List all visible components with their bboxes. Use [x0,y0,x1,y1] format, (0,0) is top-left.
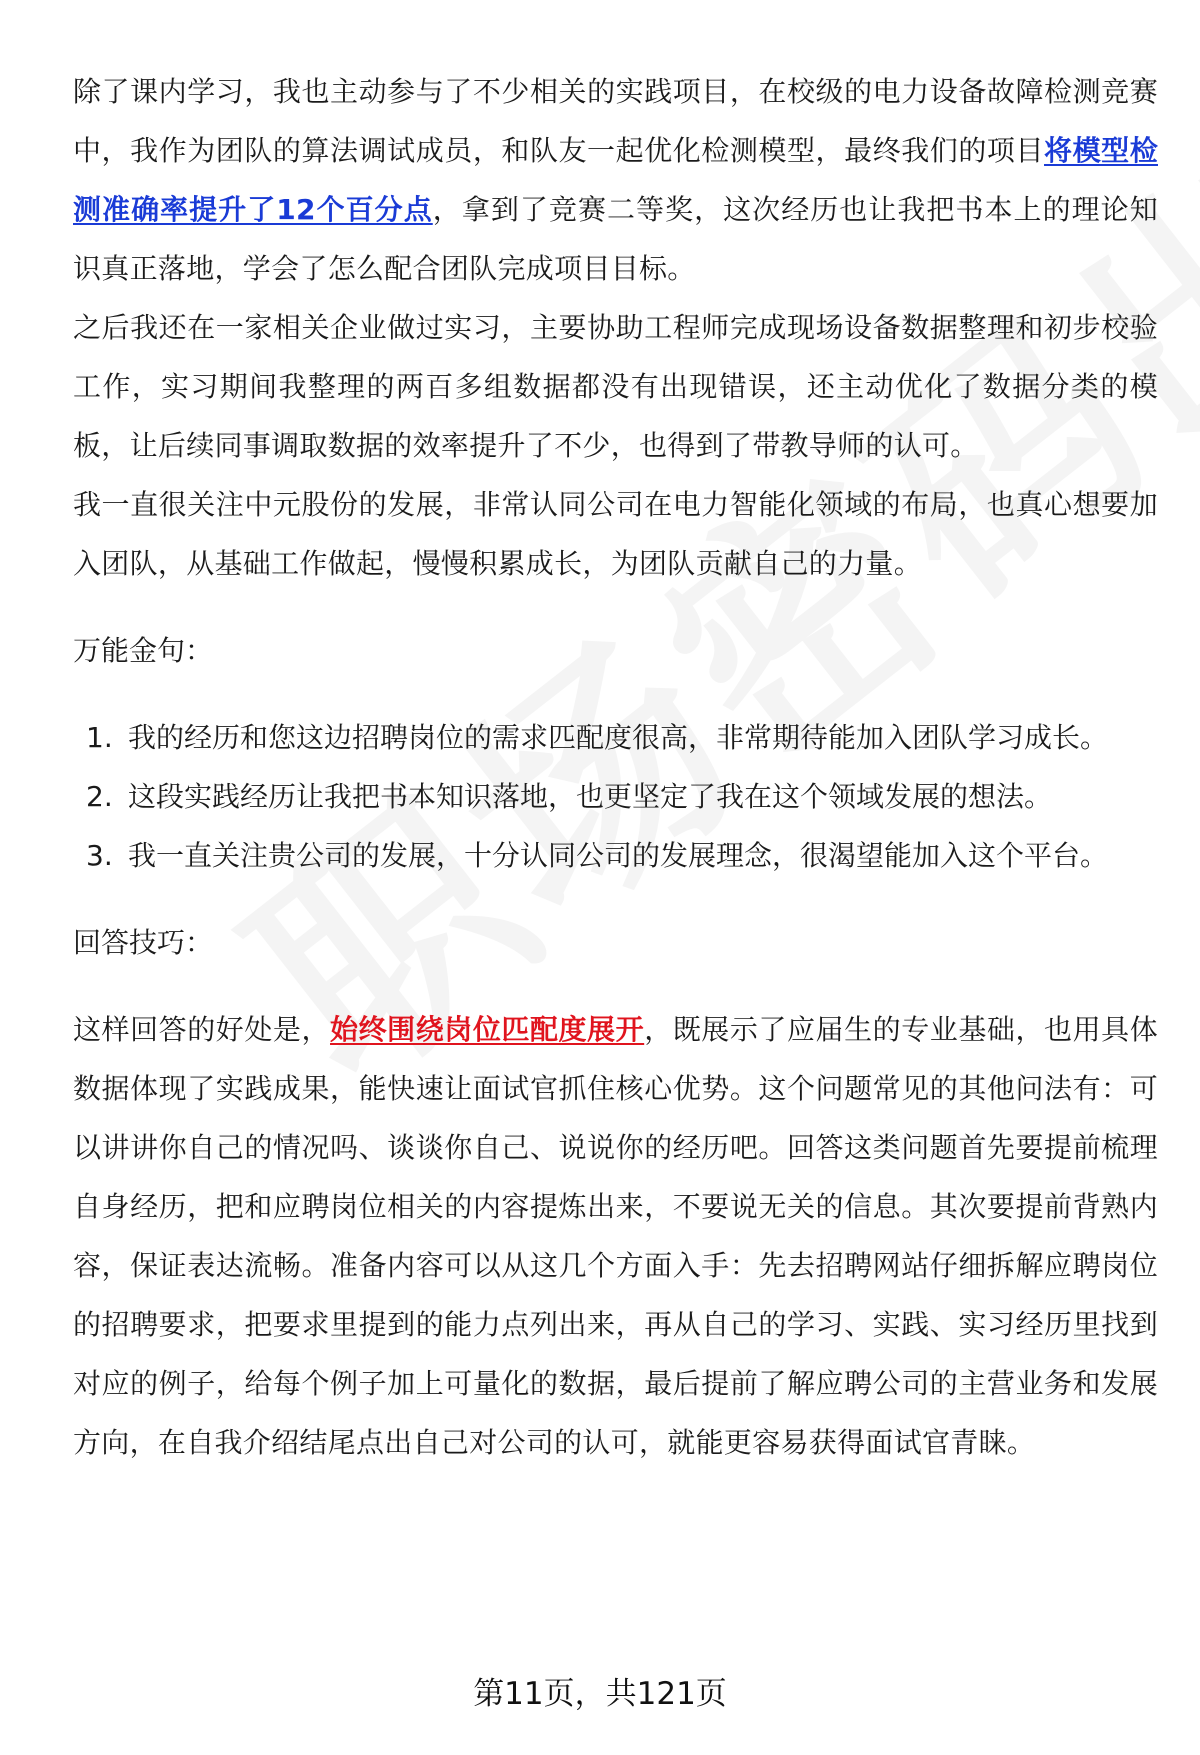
golden-sentences-list [73,708,1158,885]
paragraph-text: 除了课内学习，我也主动参与了不少相关的实践项目，在校级的电力设备故障检测竞赛中，我作为团队的算法调试成员，和队友一起优化检测模型，最终我们的项目 [73,75,1158,167]
document-body [73,62,1158,1472]
list-item [73,826,1158,885]
page-number: 第11页，共121页 [473,1676,727,1712]
list-text: 我一直关注贵公司的发展，十分认同公司的发展理念，很渴望能加入这个平台。 [128,839,1109,872]
golden-sentences-heading: 万能金句： [73,634,214,667]
list-number: 2. [86,780,113,813]
answer-tips-heading: 回答技巧： [73,926,214,959]
paragraph-tips [73,1000,1158,1472]
list-number: 1. [86,721,113,754]
paragraph-text: ，既展示了应届生的专业基础，也用具体数据体现了实践成果，能快速让面试官抓住核心优势。这个问题常见的其他问法有：可以讲讲你自己的情况吗、谈谈你自己、说说你的经历吧。回答这类问题首先要提前梳理自身经历，把和应聘岗位相关的内容提炼出来，不要说无关的信息。其次要提前背熟内容，保证表达流畅。准备内容可以从这几个方面入手：先去招聘网站仔细拆解应聘岗位的招聘要求，把要求里提到的能力点列出来，再从自己的学习、实践、实习经历里找到对应的例子，给每个例子加上可量化的数据，最后提前了解应聘公司的主营业务和发展方向，在自我介绍结尾点出自己对公司的认可，就能更容易获得面试官青睐。 [73,1013,1158,1459]
list-number: 3. [86,839,113,872]
list-text: 这段实践经历让我把书本知识落地，也更坚定了我在这个领域发展的想法。 [128,780,1053,813]
list-item [73,708,1158,767]
paragraph-internship: 之后我还在一家相关企业做过实习，主要协助工程师完成现场设备数据整理和初步校验工作，实习期间我整理的两百多组数据都没有出现错误，还主动优化了数据分类的模板，让后续同事调取数据的效率提升了不少，也得到了带教导师的认可。 [73,311,1158,462]
paragraph-company: 我一直很关注中元股份的发展，非常认同公司在电力智能化领域的布局，也真心想要加入团队，从基础工作做起，慢慢积累成长，为团队贡献自己的力量。 [73,488,1158,580]
list-text: 我的经历和您这边招聘岗位的需求匹配度很高，非常期待能加入团队学习成长。 [128,721,1109,754]
highlight-match: 始终围绕岗位匹配度展开 [330,1013,645,1046]
paragraph-competition [73,62,1158,298]
list-item [73,767,1158,826]
highlight-accuracy: 将模型检测准确率提升了12个百分点 [73,134,1158,226]
paragraph-text: 这样回答的好处是， [73,1013,331,1046]
paragraph-text: ，拿到了竞赛二等奖，这次经历也让我把书本上的理论知识真正落地，学会了怎么配合团队完成项目目标。 [73,193,1158,285]
